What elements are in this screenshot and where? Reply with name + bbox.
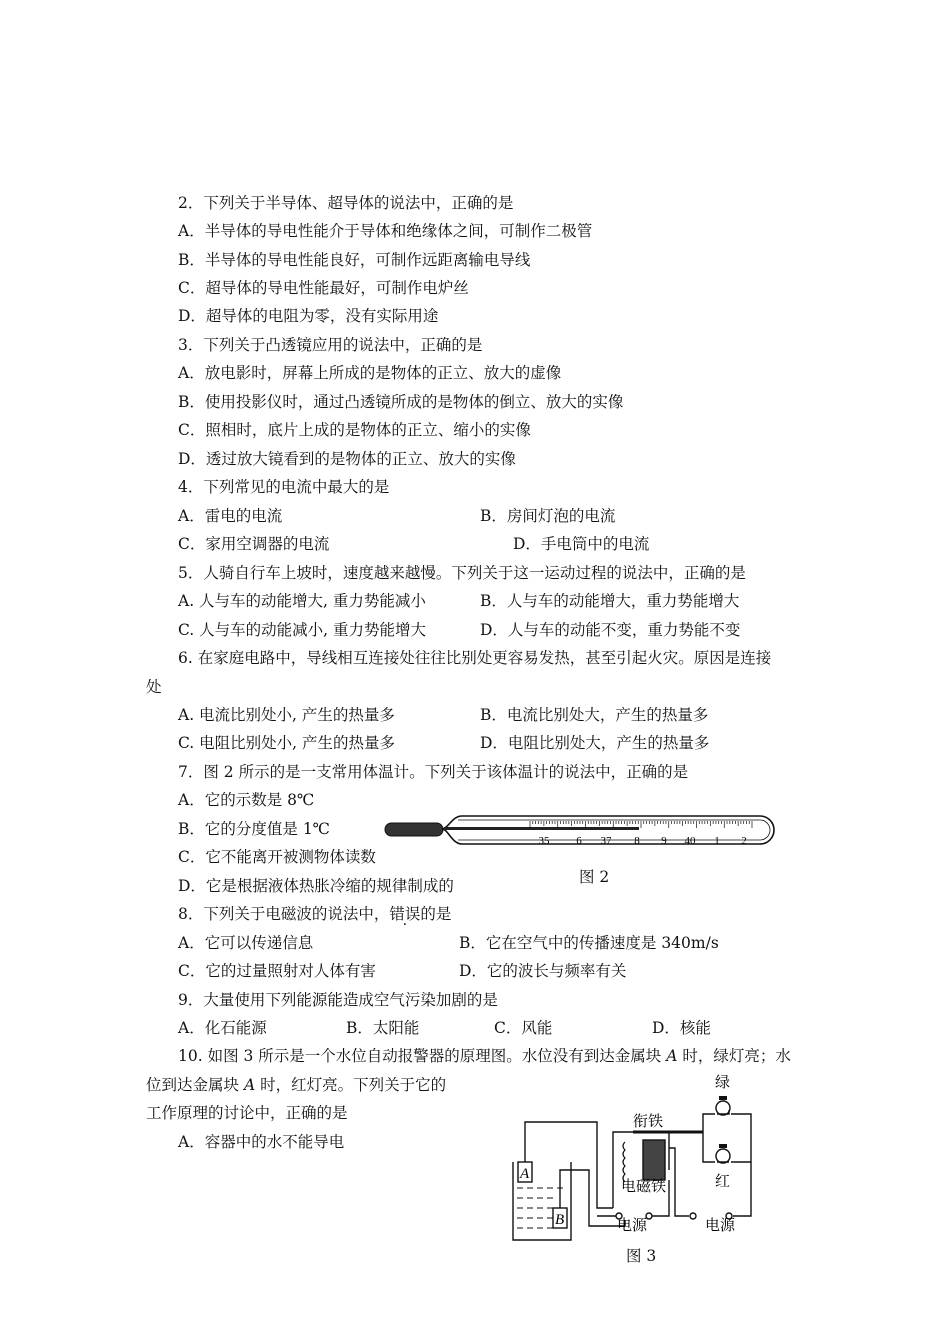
q8-option-d: D．它的波长与频率有关 xyxy=(459,962,627,980)
q6-option-a: A. 电流比别处小, 产生的热量多 xyxy=(178,706,395,724)
q7-option-b: B．它的分度值是 1℃ xyxy=(178,820,331,838)
q9-option-d: D．核能 xyxy=(652,1019,711,1037)
q5-option-d: D．人与车的动能不变，重力势能不变 xyxy=(480,621,741,639)
q6-option-b: B．电流比别处大，产生的热量多 xyxy=(480,706,709,724)
q4-option-b: B．房间灯泡的电流 xyxy=(480,507,616,525)
figure-3-caption: 图 3 xyxy=(626,1247,657,1265)
scale-label-8: 8 xyxy=(634,835,640,847)
block-b-label: B xyxy=(555,1212,565,1228)
armature-label: 衔铁 xyxy=(633,1114,664,1130)
q9-option-a: A．化石能源 xyxy=(178,1019,267,1037)
q6-stem: 6. 在家庭电路中，导线相互连接处往往比别处更容易发热，甚至引起火灾。原因是连接 xyxy=(178,649,772,667)
green-lamp-label: 绿 xyxy=(715,1075,731,1091)
q10-stem-line2: 位到达金属块 A 时，红灯亮。下列关于它的 xyxy=(146,1076,447,1094)
q3-option-b: B．使用投影仪时，通过凸透镜所成的是物体的倒立、放大的实像 xyxy=(178,393,624,411)
q10-var-a-2: A xyxy=(243,1076,256,1094)
power-source-1-label: 电源 xyxy=(617,1218,648,1234)
q3-option-d: D．透过放大镜看到的是物体的正立、放大的实像 xyxy=(178,450,516,468)
mercury-column xyxy=(444,827,639,830)
q4-option-c: C．家用空调器的电流 xyxy=(178,535,330,553)
q10-stem-line3: 工作原理的讨论中，正确的是 xyxy=(146,1104,348,1122)
scale-label-6: 6 xyxy=(576,835,582,847)
q5-option-b: B．人与车的动能增大，重力势能增大 xyxy=(480,592,740,610)
q6-stem-continued: 处 xyxy=(146,678,162,696)
q9-option-c: C．风能 xyxy=(494,1019,553,1037)
red-lamp-label: 红 xyxy=(715,1174,731,1190)
q8-stem-emphasis: 错误 xyxy=(389,905,421,923)
q8-option-c: C．它的过量照射对人体有害 xyxy=(178,962,376,980)
electromagnet-label: 电磁铁 xyxy=(621,1179,667,1195)
q10-stem-line1: 10. 如图 3 所示是一个水位自动报警器的原理图。水位没有到达金属块 A 时，绿灯亮；水 xyxy=(178,1047,791,1065)
q2-option-a: A．半导体的导电性能介于导体和绝缘体之间，可制作二极管 xyxy=(178,222,593,240)
q3-option-a: A．放电影时，屏幕上所成的是物体的正立、放大的虚像 xyxy=(178,364,562,382)
scale-label-37: 37 xyxy=(600,835,612,847)
scale-ticks xyxy=(530,821,752,828)
q6-option-c: C. 电阻比别处小, 产生的热量多 xyxy=(178,734,396,752)
q10-var-a: A xyxy=(666,1047,678,1065)
thermometer-bulb xyxy=(385,823,443,836)
q7-stem: 7．图 2 所示的是一支常用体温计。下列关于该体温计的说法中，正确的是 xyxy=(178,763,689,781)
q4-stem: 4．下列常见的电流中最大的是 xyxy=(178,478,390,496)
q2-option-b: B．半导体的导电性能良好，可制作远距离输电导线 xyxy=(178,251,531,269)
q10-option-a: A．容器中的水不能导电 xyxy=(178,1133,345,1151)
power-source-2-label: 电源 xyxy=(705,1218,736,1234)
thermometer-figure xyxy=(380,810,780,854)
scale-label-2: 2 xyxy=(741,835,747,847)
q7-option-a: A．它的示数是 8℃ xyxy=(178,791,315,809)
block-a-label: A xyxy=(520,1166,530,1182)
q2-option-d: D．超导体的电阻为零，没有实际用途 xyxy=(178,307,439,325)
figure-2-caption: 图 2 xyxy=(579,868,610,886)
q8-option-a: A．它可以传递信息 xyxy=(178,934,314,952)
scale-label-9: 9 xyxy=(661,835,667,847)
scale-label-40: 40 xyxy=(684,835,696,847)
q9-option-b: B．太阳能 xyxy=(346,1019,420,1037)
q5-option-c: C. 人与车的动能减小, 重力势能增大 xyxy=(178,621,427,639)
q3-option-c: C．照相时，底片上成的是物体的正立、缩小的实像 xyxy=(178,421,531,439)
q4-option-d: D．手电筒中的电流 xyxy=(513,535,650,553)
q8-option-b: B．它在空气中的传播速度是 340m/s xyxy=(459,934,719,952)
q2-option-c: C．超导体的导电性能最好，可制作电炉丝 xyxy=(178,279,469,297)
green-lamp xyxy=(716,1101,730,1115)
q2-stem: 2．下列关于半导体、超导体的说法中，正确的是 xyxy=(178,194,514,212)
red-lamp xyxy=(716,1149,730,1163)
q5-option-a: A. 人与车的动能增大, 重力势能减小 xyxy=(178,592,426,610)
q9-stem: 9．大量使用下列能源能造成空气污染加剧的是 xyxy=(178,991,498,1009)
q7-option-d: D．它是根据液体热胀冷缩的规律制成的 xyxy=(178,877,454,895)
q8-stem xyxy=(178,904,451,924)
scale-label-35: 35 xyxy=(538,835,550,847)
q4-option-a: A．雷电的电流 xyxy=(178,507,283,525)
q5-stem: 5．人骑自行车上坡时，速度越来越慢。下列关于这一运动过程的说法中，正确的是 xyxy=(178,564,746,582)
q8-stem-post: 的是 xyxy=(420,905,452,923)
q7-option-c: C．它不能离开被测物体读数 xyxy=(178,848,376,866)
q3-stem: 3．下列关于凸透镜应用的说法中，正确的是 xyxy=(178,336,483,354)
power-terminal-2a xyxy=(690,1213,696,1219)
electromagnet-coil xyxy=(623,1142,625,1182)
water-alarm-circuit-figure xyxy=(505,1070,775,1250)
scale-label-1: 1 xyxy=(714,835,720,847)
q6-option-d: D．电阻比别处大，产生的热量多 xyxy=(480,734,710,752)
q8-stem-pre: 8．下列关于电磁波的说法中， xyxy=(178,905,390,923)
electromagnet-core xyxy=(643,1140,665,1180)
